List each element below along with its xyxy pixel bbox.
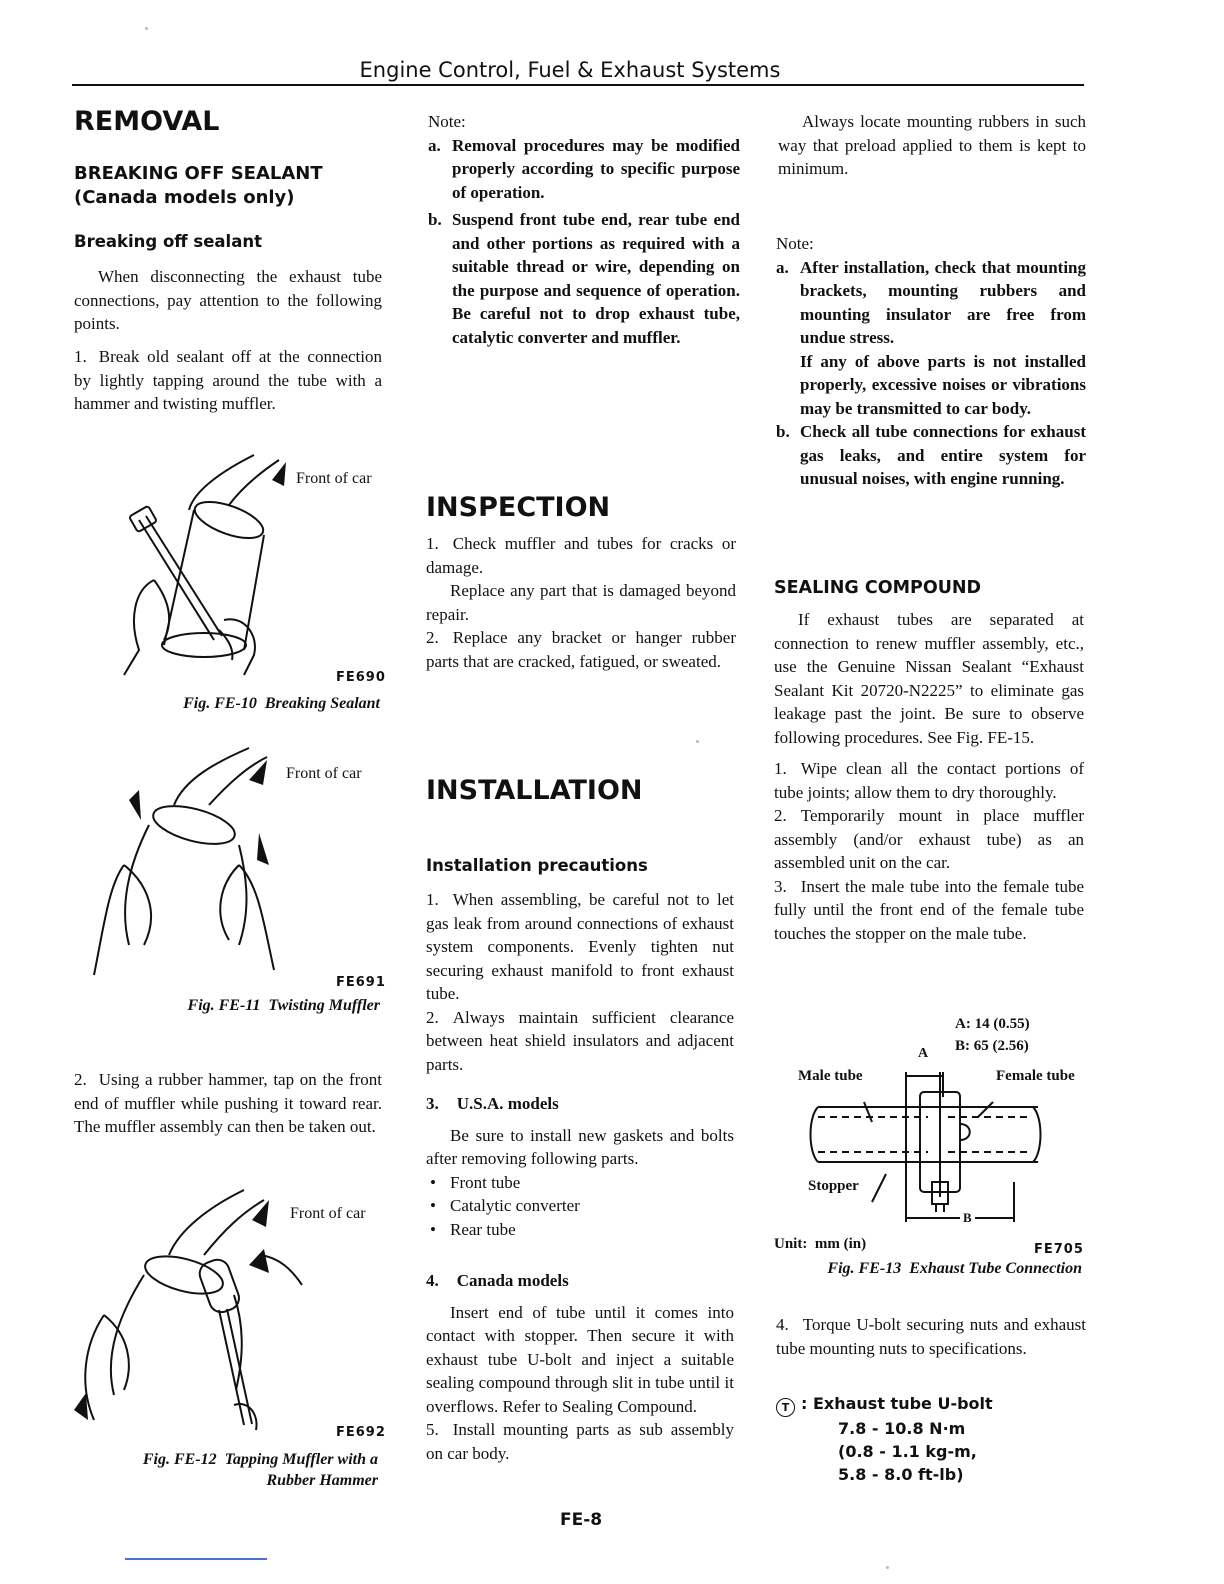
inspection-item-1b: Replace any part that is damaged beyond repair. (426, 581, 736, 624)
note-a-text-2: If any of above parts is not installed properly, excessive noises or vibrations may be transmitted to car body. (800, 351, 1086, 418)
note-a-label: a. (428, 135, 441, 155)
canada-title: Canada models (456, 1271, 569, 1290)
note-label: Note: (776, 234, 814, 253)
step-text: Replace any bracket or hanger rubber parts that are cracked, fatigued, or sweated. (426, 628, 736, 671)
note-a (428, 134, 740, 205)
step-number: 2. (426, 628, 439, 647)
removal-intro: When disconnecting the exhaust tube connections, pay attention to the following points. (74, 267, 382, 333)
step-text: Using a rubber hammer, tap on the front end of muffler while pushing it toward rear. The muffler assembly can then be taken out. (74, 1070, 382, 1136)
removal-note (428, 110, 740, 349)
tapping-muffler-illustration (74, 1185, 314, 1445)
note-a (776, 256, 1086, 421)
fig10-caption: Fig. FE-10 Breaking Sealant (183, 695, 380, 712)
step-number: 3. (774, 876, 787, 896)
fig13-caption: Fig. FE-13 Exhaust Tube Connection (827, 1260, 1082, 1277)
precaution-2 (426, 1006, 734, 1077)
female-tube-label: Female tube (996, 1068, 1075, 1084)
breaking-subtitle: Breaking off sealant (74, 232, 262, 251)
installation-title: INSTALLATION (426, 775, 643, 806)
scan-speck (696, 740, 699, 743)
precaution-1 (426, 888, 734, 1006)
list-item: • Catalytic converter (426, 1194, 734, 1218)
breaking-title-line2: (Canada models only) (74, 187, 295, 208)
scan-speck (145, 27, 148, 30)
figure-fe11 (74, 745, 384, 1020)
usa-title: U.S.A. models (456, 1094, 559, 1113)
dim-b-value: B: 65 (2.56) (955, 1038, 1029, 1054)
step-text: When assembling, be careful not to let gas leak from around connections of exhaust system components. Evenly tighten nut securing exhaust manifold to front exhaust tube. (426, 890, 734, 1003)
usa-parts-list (426, 1171, 734, 1242)
dim-a-label: A (918, 1046, 929, 1061)
breaking-sealant-illustration (94, 450, 324, 685)
step-number: 1. (74, 347, 87, 366)
removal-title: REMOVAL (74, 106, 220, 137)
figure-fe13 (772, 1012, 1088, 1287)
step-number: 1. (426, 890, 439, 909)
header-rule (72, 84, 1084, 86)
fig11-front-label: Front of car (286, 765, 362, 782)
step-text: Wipe clean all the contact portions of tube joints; allow them to dry thoroughly. (774, 759, 1084, 802)
note-b-text: Check all tube connections for exhaust gas leaks, and entire system for unusual noises, with engine running. (800, 422, 1086, 488)
step-number: 2. (774, 806, 787, 825)
figure-fe12 (74, 1185, 384, 1495)
removal-step-1 (74, 345, 382, 416)
note-b-text: Suspend front tube end, rear tube end and other portions as required with a suitable thread or wire, depending on the purpose and sequence of operation. Be careful not to drop exhaust tube, catalytic converter and muffler. (452, 210, 740, 347)
page-header: Engine Control, Fuel & Exhaust Systems (359, 58, 781, 82)
installation-body (426, 888, 734, 1465)
exhaust-tube-connection-diagram (808, 1062, 1048, 1222)
fig11-code: FE691 (336, 975, 386, 990)
step-number: 4. (426, 1271, 439, 1290)
usa-models-text: Be sure to install new gaskets and bolts after removing following parts. (426, 1125, 734, 1168)
sealing-step-1 (774, 757, 1084, 804)
torque-wrench-icon (776, 1398, 795, 1417)
step-text: Install mounting parts as sub assembly on car body. (426, 1420, 734, 1463)
step-text: Temporarily mount in place muffler assembly (and/or exhaust tube) as an assembled unit on the car. (774, 806, 1084, 872)
step-number: 4. (776, 1315, 789, 1334)
step-number: 3. (426, 1094, 439, 1113)
install-step-5 (426, 1418, 734, 1465)
fig12-code: FE692 (336, 1425, 386, 1440)
list-item: • Rear tube (426, 1218, 734, 1242)
note-label: Note: (428, 112, 466, 131)
step-number: 1. (426, 534, 439, 553)
canada-models-text: Insert end of tube until it comes into contact with stopper. Then secure it with exhaust tube U-bolt and inject a suitable sealing compound through slit in tube until it overflows. Refer to Sealing Compound. (426, 1302, 734, 1416)
scan-speck (886, 1566, 889, 1569)
torque-heading (776, 1392, 1086, 1417)
fig12-caption-line2: Rubber Hammer (266, 1472, 378, 1489)
mounting-text: Always locate mounting rubbers in such way that preload applied to them is kept to minimum. (778, 112, 1086, 178)
inspection-title: INSPECTION (426, 492, 611, 523)
note-a-text: After installation, check that mounting brackets, mounting rubbers and mounting insulator are free from undue stress. (800, 257, 1086, 347)
note-a-body (800, 256, 1086, 421)
step-number: 2. (426, 1007, 439, 1027)
dim-b-label: B (960, 1210, 975, 1226)
step-text: Torque U-bolt securing nuts and exhaust tube mounting nuts to specifications. (776, 1315, 1086, 1358)
sealing-step-4 (776, 1313, 1086, 1360)
precautions-title: Installation precautions (426, 856, 648, 875)
torque-value-3: 5.8 - 8.0 ft-lb) (838, 1465, 964, 1484)
fig13-code: FE705 (1034, 1242, 1084, 1257)
breaking-title-line1: BREAKING OFF SEALANT (74, 163, 323, 184)
fig10-code: FE690 (336, 670, 386, 685)
step-text: Check muffler and tubes for cracks or damage. (426, 534, 736, 577)
fig12-caption-line1: Fig. FE-12 Tapping Muffler with a (142, 1451, 378, 1468)
note-b-label: b. (428, 210, 442, 229)
sealing-text: If exhaust tubes are separated at connection to renew muffler assembly, etc., use the Genuine Nissan Sealant “Exhaust Sealant Kit 20720-N2225” to eliminate gas leakage past the joint. Be sure to observe following procedures. See Fig. FE-15. (774, 610, 1084, 747)
note-a-label: a. (776, 257, 789, 277)
step-text: Break old sealant off at the connection by lightly tapping around the tube with a hammer and twisting muffler. (74, 347, 382, 413)
male-tube-label: Male tube (798, 1068, 863, 1084)
dim-a-value: A: 14 (0.55) (955, 1016, 1030, 1032)
sealing-compound-title: SEALING COMPOUND (774, 578, 982, 598)
inspection-body (426, 532, 736, 673)
twisting-muffler-illustration (89, 745, 309, 980)
fig12-caption (74, 1449, 378, 1491)
removal-step-2 (74, 1068, 382, 1139)
breaking-off-sealant-title (74, 162, 394, 210)
bottom-blue-line (125, 1558, 267, 1560)
installation-note (776, 232, 1086, 491)
step-number: 5. (426, 1420, 439, 1439)
note-b (428, 208, 740, 349)
torque-label: : Exhaust tube U-bolt (801, 1394, 993, 1413)
torque-symbol: T (781, 1401, 790, 1414)
fig10-front-label: Front of car (296, 470, 372, 487)
canada-models-heading (426, 1269, 734, 1293)
sealing-step-2 (774, 804, 1084, 875)
figure-fe10 (74, 450, 384, 720)
torque-spec (776, 1392, 1086, 1486)
stopper-label: Stopper (808, 1178, 859, 1194)
note-b (776, 420, 1086, 491)
note-b-label: b. (776, 422, 790, 441)
note-a-text: Removal procedures may be modified properly according to specific purpose of operation. (452, 135, 740, 202)
list-item: • Front tube (426, 1171, 734, 1195)
unit-label: Unit: mm (in) (774, 1236, 867, 1252)
sealing-step-3 (774, 875, 1084, 946)
step-text: Insert the male tube into the female tube fully until the front end of the female tube touches the stopper on the male tube. (774, 876, 1084, 943)
sealing-body (774, 608, 1084, 945)
fig12-front-label: Front of car (290, 1205, 366, 1222)
step-number: 1. (774, 759, 787, 778)
page-number: FE-8 (560, 1510, 603, 1530)
inspection-item-1 (426, 532, 736, 579)
usa-models-heading (426, 1092, 734, 1116)
step-text: Always maintain sufficient clearance between heat shield insulators and adjacent parts. (426, 1007, 734, 1074)
inspection-item-2 (426, 626, 736, 673)
step-number: 2. (74, 1070, 87, 1089)
fig11-caption: Fig. FE-11 Twisting Muffler (187, 997, 380, 1014)
torque-value-2: (0.8 - 1.1 kg-m, (838, 1442, 977, 1461)
torque-value-1: 7.8 - 10.8 N·m (838, 1419, 966, 1438)
